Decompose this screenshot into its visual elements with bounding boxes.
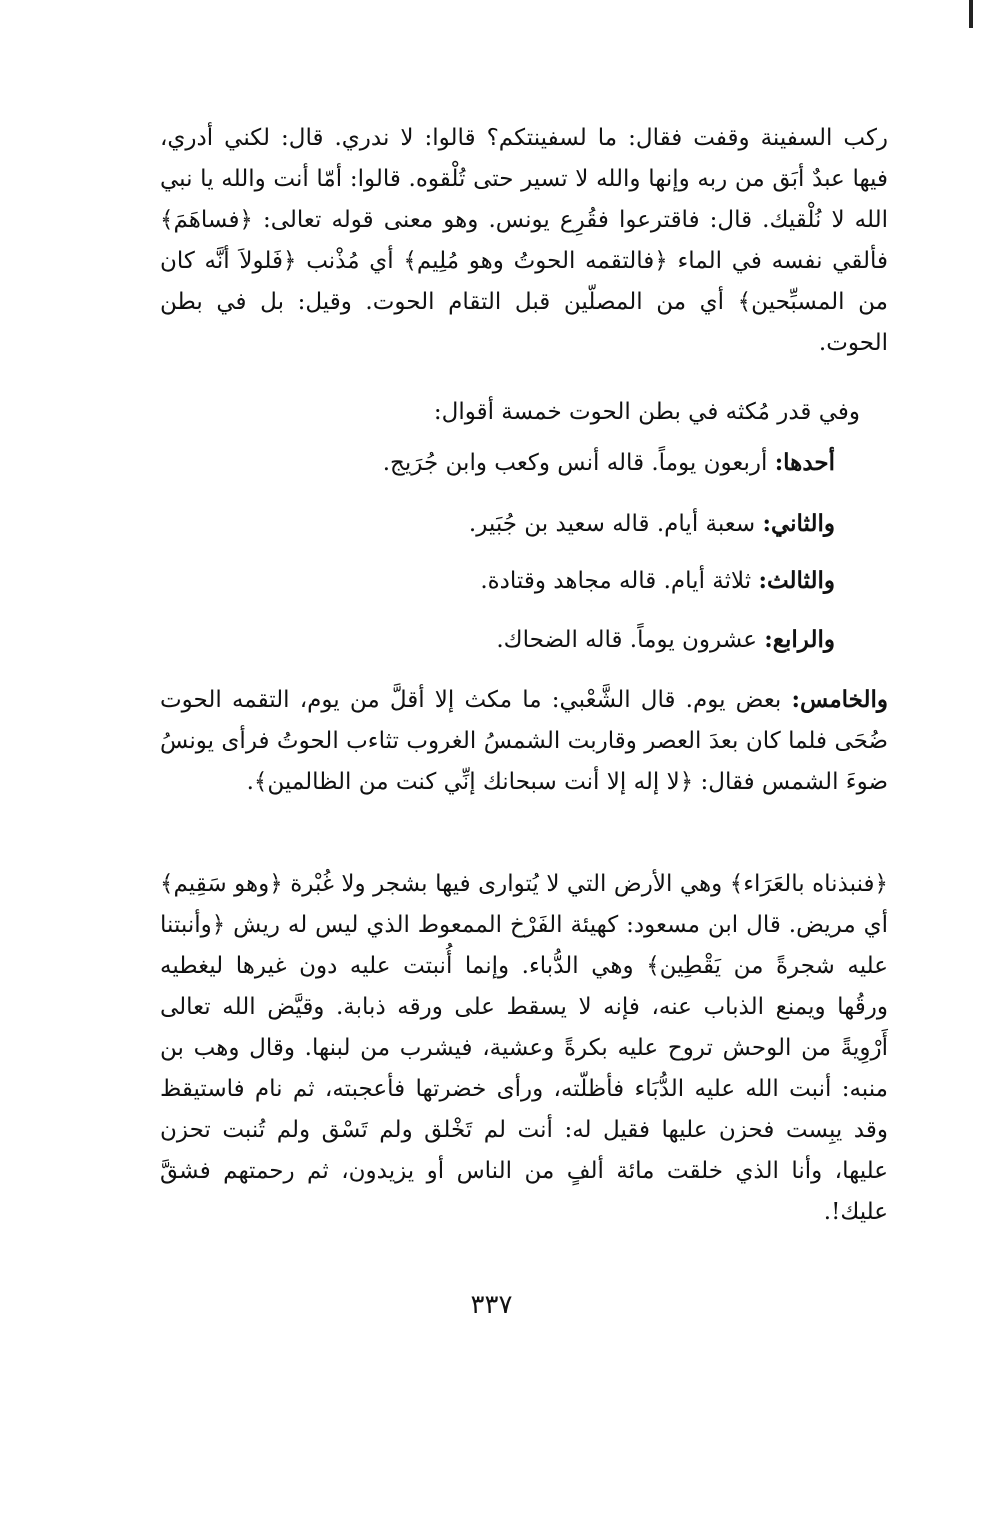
- scan-edge-mark: [969, 0, 973, 28]
- opinion-item-1: [383, 442, 835, 484]
- opinion-item-label: والثاني:: [762, 510, 835, 537]
- paragraph-cast-ashore: ﴿فنبذناه بالعَرَاء﴾ وهي الأرض التي لا يُتوارى فيها بشجر ولا غُبْرة ﴿وهو سَقِيم﴾ أي مريض. قال ابن مسعود: كهيئة الفَرْخ الممعوط الذي ليس له ريش ﴿وأنبتنا عليه شجرةً من يَقْطِين﴾ وهي الدُّباء. وإنما أُنبتت عليه دون غيرها ليغطيه ورقُها ويمنع الذباب عنه، فإنه لا يسقط على ورقه ذبابة. وقيَّض الله تعالى أَرْوِيةً من الوحش تروح عليه بكرةً وعشية، فيشرب من لبنها. وقال وهب بن منبه: أنبت الله عليه الدُّبَاء فأظلّته، ورأى خضرتها فأعجبته، ثم نام فاستيقظ وقد يبِست فحزن عليها فقيل له: أنت لم تَخْلق ولم تَسْق ولم تُنبت تحزن عليها، وأنا الذي خلقت مائة ألفٍ من الناس أو يزيدون، ثم رحمتهم فشقَّ عليك!.: [160, 871, 888, 1225]
- opinion-item-label: والخامس:: [791, 686, 888, 713]
- opinion-item-label: أحدها:: [774, 449, 835, 476]
- opinion-item-label: والرابع:: [764, 626, 835, 653]
- opinion-item-text: سعبة أيام. قاله سعيد بن جُبَير.: [468, 511, 763, 537]
- paragraph-ship-lots: ركب السفينة وقفت فقال: ما لسفينتكم؟ قالوا: لا ندري. قال: لكني أدري، فيها عبدٌ أبَق من ربه وإنها والله لا تسير حتى تُلْقوه. قالوا: أمّا أنت والله يا نبي الله لا نُلْقيك. قال: فاقترعوا فقُرِع يونس. وهو معنى قوله تعالى: ﴿فساهَمَ﴾ فألقي نفسه في الماء ﴿فالتقمه الحوتُ وهو مُلِيم﴾ أي مُذْنب ﴿فَلولاَ أنَّه كان من المسبِّحين﴾ أي من المصلّين قبل التقام الحوت. وقيل: بل في بطن الحوت.: [160, 125, 888, 356]
- opinion-item-text: عشرون يوماً. قاله الضحاك.: [496, 627, 765, 653]
- opinion-item-4: [496, 619, 835, 661]
- opinion-item-text: بعض يوم. قال الشَّعْبي: ما مكث إلا أقلَّ من يوم، التقمه الحوت ضُحَى فلما كان بعدَ العصر وقاربت الشمسُ الغروب تثاءب الحوتُ فرأى يونسُ ضوءَ الشمس فقال: ﴿لا إله إلا أنت سبحانك إنِّي كنت من الظالمين﴾.: [160, 687, 888, 795]
- opinion-item-text: ثلاثة أيام. قاله مجاهد وقتادة.: [480, 568, 759, 594]
- opinion-item-2: [469, 503, 835, 545]
- paragraph-fifth-opinion: [160, 679, 888, 803]
- opinion-item-label: والثالث:: [758, 567, 835, 594]
- opinion-item-3: [480, 560, 835, 602]
- page-number: ٣٣٧: [470, 1290, 513, 1320]
- paragraph-five-opinions-intro: وفي قدر مُكثه في بطن الحوت خمسة أقوال:: [433, 399, 860, 425]
- opinion-item-text: أربعون يوماً. قاله أنس وكعب وابن جُرَيج.: [382, 450, 775, 476]
